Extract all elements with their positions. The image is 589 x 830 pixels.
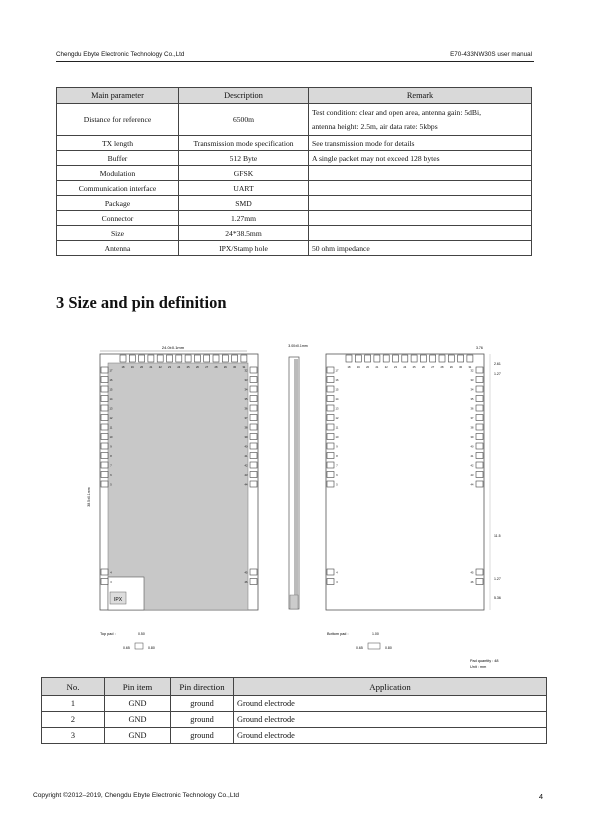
pin-number: 43	[470, 474, 474, 477]
pin-number: 32	[470, 369, 474, 373]
pad-right-39	[476, 434, 483, 440]
pad-right-44	[476, 481, 483, 487]
pad-right-33	[476, 377, 483, 383]
pad-left-10	[101, 434, 108, 440]
pad-left-14	[101, 396, 108, 402]
pad-top-21	[148, 355, 154, 362]
remark-line-1: Test condition: clear and open area, antenna gain: 5dBi,	[312, 108, 482, 117]
table-row	[57, 196, 532, 211]
pad-left-13	[101, 405, 108, 411]
pad-top-31	[467, 355, 473, 362]
pin-number: 25	[412, 366, 416, 369]
pin-number: 31	[468, 366, 472, 369]
pin-number: 19	[356, 366, 360, 369]
pad-left-10	[327, 434, 334, 440]
pad-top-20	[365, 355, 371, 362]
top-pad-height: 0.80	[148, 646, 155, 650]
pad-top-27	[204, 355, 210, 362]
col-pin-item: Pin item	[105, 678, 171, 696]
pin-number: 14	[109, 398, 113, 401]
pin-number: 34	[470, 388, 474, 392]
height-dimension: 38.5±0.1mm	[87, 487, 91, 507]
pin-number: 26	[195, 366, 199, 369]
pad-right-36	[476, 405, 483, 411]
pin-number: 14	[335, 398, 339, 401]
pad-left-11	[101, 424, 108, 430]
pin-table	[41, 677, 547, 744]
pin-number: 10	[335, 436, 339, 439]
pin-number: 39	[244, 436, 248, 439]
pin-number: 25	[186, 366, 190, 369]
bottom-view	[326, 346, 501, 610]
cell-param: Buffer	[57, 151, 179, 166]
pin-number: 28	[440, 366, 444, 369]
pin-number: 44	[244, 483, 248, 487]
cell-param: TX length	[57, 136, 179, 151]
pad-right-37	[476, 415, 483, 421]
pin-number: 24	[403, 366, 407, 369]
pad-right-35	[476, 396, 483, 402]
pad-top-23	[393, 355, 399, 362]
pad-top-26	[420, 355, 426, 362]
cell-remark: 50 ohm impedance	[309, 241, 532, 256]
table-row	[42, 696, 547, 712]
header-manual-title: E70-433NW30S user manual	[450, 51, 532, 58]
pad-right-38	[476, 424, 483, 430]
pin-number: 12	[109, 417, 113, 420]
pad-left-9	[327, 443, 334, 449]
pad-left-6	[327, 472, 334, 478]
spec-table	[56, 87, 532, 256]
pad-left-11	[327, 424, 334, 430]
dim-right-6: 5.36	[494, 596, 501, 600]
dim-right-4: 11.5	[494, 534, 501, 538]
pin-number: 23	[168, 366, 171, 369]
table-row	[57, 136, 532, 151]
pin-number: 27	[205, 366, 209, 369]
cell-param: Size	[57, 226, 179, 241]
pad-right-41	[476, 453, 483, 459]
cell-remark	[309, 181, 532, 196]
col-pin-direction: Pin direction	[171, 678, 234, 696]
pad-left-16	[327, 377, 334, 383]
cell-pin-item: GND	[105, 712, 171, 728]
pad-left-9	[101, 443, 108, 449]
cell-desc: 24*38.5mm	[179, 226, 309, 241]
cell-no: 3	[42, 728, 105, 744]
page-number: 4	[538, 792, 543, 801]
pin-number: 45	[244, 571, 248, 575]
bottom-pad-height: 0.80	[385, 646, 392, 650]
unit-label: Unit : mm	[470, 665, 487, 669]
table-row	[42, 728, 547, 744]
pin-number: 36	[470, 407, 474, 411]
pad-top-26	[194, 355, 200, 362]
pad-right-45	[250, 569, 257, 575]
pin-number: 36	[244, 407, 248, 411]
pin-number: 26	[421, 366, 425, 369]
pin-number: 35	[470, 398, 474, 401]
cell-desc: 512 Byte	[179, 151, 309, 166]
table-row	[57, 181, 532, 196]
pin-number: 42	[244, 464, 248, 468]
pin-number: 29	[449, 366, 453, 369]
cell-remark	[309, 196, 532, 211]
pin-number: 24	[177, 366, 181, 369]
pin-number: 41	[470, 455, 474, 458]
side-view	[288, 344, 308, 609]
pad-quantity: Pad quantity : 48	[470, 659, 499, 663]
cell-param: Modulation	[57, 166, 179, 181]
cell-pin-direction: ground	[171, 696, 234, 712]
pin-number: 38	[470, 426, 474, 430]
pad-left-15	[327, 386, 334, 392]
pad-legend	[100, 632, 499, 669]
pad-right-43	[476, 472, 483, 478]
pad-left-5	[327, 481, 334, 487]
pin-number: 21	[149, 366, 153, 369]
pin-number: 11	[109, 426, 113, 430]
cell-desc: GFSK	[179, 166, 309, 181]
pad-top-31	[241, 355, 247, 362]
header-company: Chengdu Ebyte Electronic Technology Co.,Ltd	[56, 51, 185, 58]
pad-right-45	[476, 569, 483, 575]
pin-number: 42	[470, 464, 474, 468]
pin-number: 16	[109, 379, 113, 382]
pin-number: 22	[158, 366, 162, 369]
cell-param: Distance for reference	[57, 104, 179, 136]
pad-left-4	[327, 569, 334, 575]
cell-remark	[309, 166, 532, 181]
pad-right-42	[476, 462, 483, 468]
cell-pin-item: GND	[105, 728, 171, 744]
pin-number: 20	[366, 366, 370, 369]
pad-left-5	[101, 481, 108, 487]
table-row	[57, 211, 532, 226]
pin-number: 31	[242, 366, 246, 369]
pad-right-46	[476, 579, 483, 585]
cell-desc: UART	[179, 181, 309, 196]
pin-number: 23	[394, 366, 397, 369]
col-application: Application	[234, 678, 547, 696]
table-row	[42, 712, 547, 728]
pin-number: 18	[121, 366, 125, 369]
pad-left-16	[101, 377, 108, 383]
table-row	[57, 166, 532, 181]
cell-param: Connector	[57, 211, 179, 226]
cell-remark	[309, 211, 532, 226]
bottom-pad-width: 1.00	[372, 632, 379, 636]
pin-number: 29	[223, 366, 227, 369]
pin-number: 33	[470, 379, 474, 382]
pad-right-39	[250, 434, 257, 440]
pad-left-3	[101, 579, 108, 585]
pad-top-27	[430, 355, 436, 362]
ipx-label: IPX	[113, 597, 123, 603]
cell-no: 2	[42, 712, 105, 728]
pin-number: 18	[347, 366, 351, 369]
pin-number: 38	[244, 426, 248, 430]
spec-table-header	[57, 88, 532, 104]
cell-remark	[309, 226, 532, 241]
pad-top-28	[439, 355, 445, 362]
dim-right-2: 2.61	[494, 362, 501, 366]
pin-number: 22	[384, 366, 388, 369]
pad-top-28	[213, 355, 219, 362]
pad-left-3	[327, 579, 334, 585]
bottom-pad-pitch: 0.65	[356, 646, 363, 650]
pin-number: 11	[335, 426, 339, 430]
pad-top-21	[374, 355, 380, 362]
thickness-dimension: 3.00±0.1mm	[288, 344, 308, 348]
pad-left-13	[327, 405, 334, 411]
pin-number: 30	[233, 366, 237, 369]
col-remark: Remark	[309, 88, 532, 104]
cell-desc: 6500m	[179, 104, 309, 136]
dim-right-5: 1.27	[494, 577, 501, 581]
pin-number: 4	[336, 571, 338, 575]
pad-right-41	[250, 453, 257, 459]
pad-top-30	[458, 355, 464, 362]
pin-table-header	[42, 678, 547, 696]
pad-top-19	[355, 355, 361, 362]
cell-desc: IPX/Stamp hole	[179, 241, 309, 256]
pad-right-36	[250, 405, 257, 411]
pin-number: 7	[110, 464, 112, 468]
pad-right-35	[250, 396, 257, 402]
cell-pin-direction: ground	[171, 712, 234, 728]
pin-number: 6	[110, 474, 112, 477]
table-row	[57, 241, 532, 256]
top-pad-width: 0.50	[138, 632, 145, 636]
pin-number: 12	[335, 417, 339, 420]
pad-left-7	[101, 462, 108, 468]
pad-top-25	[185, 355, 191, 362]
pin-number: 33	[244, 379, 248, 382]
cell-param: Communication interface	[57, 181, 179, 196]
pad-top-18	[120, 355, 126, 362]
pin-number: 41	[244, 455, 248, 458]
pin-number: 6	[336, 474, 338, 477]
pin-number: 21	[375, 366, 379, 369]
pad-left-12	[101, 415, 108, 421]
pad-top-30	[232, 355, 238, 362]
pad-top-24	[402, 355, 408, 362]
dim-right-top: 3.76	[476, 346, 483, 350]
pin-number: 40	[470, 445, 474, 449]
pad-left-8	[101, 453, 108, 459]
pin-number: 35	[244, 398, 248, 401]
pad-left-14	[327, 396, 334, 402]
top-pad-pitch: 0.65	[123, 646, 130, 650]
pad-right-44	[250, 481, 257, 487]
remark-line-2: antenna height: 2.5m, air data rate: 5kbps	[312, 122, 438, 131]
pad-right-43	[250, 472, 257, 478]
pad-left-4	[101, 569, 108, 575]
table-row	[57, 226, 532, 241]
pin-number: 43	[244, 474, 248, 477]
pad-left-17	[327, 367, 334, 373]
pad-top-22	[383, 355, 389, 362]
pin-number: 15	[109, 388, 113, 392]
pin-number: 8	[110, 455, 112, 458]
cell-application: Ground electrode	[234, 696, 547, 712]
dim-right-3: 1.27	[494, 372, 501, 376]
pad-left-8	[327, 453, 334, 459]
cell-remark: A single packet may not exceed 128 bytes	[309, 151, 532, 166]
pad-top-29	[448, 355, 454, 362]
pad-right-38	[250, 424, 257, 430]
pin-number: 39	[470, 436, 474, 439]
cell-desc: 1.27mm	[179, 211, 309, 226]
pad-left-15	[101, 386, 108, 392]
pin-number: 28	[214, 366, 218, 369]
pin-number: 16	[335, 379, 339, 382]
pin-number: 10	[109, 436, 113, 439]
pin-number: 9	[336, 445, 338, 449]
pin-number: 34	[244, 388, 248, 392]
cell-application: Ground electrode	[234, 728, 547, 744]
cell-remark	[309, 104, 532, 136]
pad-right-40	[476, 443, 483, 449]
pad-left-7	[327, 462, 334, 468]
cell-param: Antenna	[57, 241, 179, 256]
pin-number: 17	[109, 369, 113, 373]
pad-right-37	[250, 415, 257, 421]
page-header	[56, 50, 534, 62]
top-pad-label: Top pad :	[100, 632, 116, 636]
pad-top-18	[346, 355, 352, 362]
pad-left-12	[327, 415, 334, 421]
pin-number: 19	[130, 366, 134, 369]
table-row	[57, 104, 532, 136]
col-no: No.	[42, 678, 105, 696]
pad-top-23	[167, 355, 173, 362]
pad-right-34	[476, 386, 483, 392]
table-row	[57, 151, 532, 166]
pin-number: 15	[335, 388, 339, 392]
pin-number: 4	[110, 571, 112, 575]
cell-application: Ground electrode	[234, 712, 547, 728]
pin-number: 30	[459, 366, 463, 369]
pin-number: 13	[109, 407, 113, 411]
pin-number: 46	[470, 581, 474, 584]
pad-right-40	[250, 443, 257, 449]
pad-top-24	[176, 355, 182, 362]
pad-top-22	[157, 355, 163, 362]
pad-right-34	[250, 386, 257, 392]
pad-top-20	[139, 355, 145, 362]
pad-top-25	[411, 355, 417, 362]
pin-number: 44	[470, 483, 474, 487]
pin-number: 7	[336, 464, 338, 468]
pad-right-33	[250, 377, 257, 383]
pin-number: 5	[110, 483, 112, 487]
pad-right-42	[250, 462, 257, 468]
footer-copyright: Copyright ©2012–2019, Chengdu Ebyte Electronic Technology Co.,Ltd	[33, 792, 239, 799]
cell-remark: See transmission mode for details	[309, 136, 532, 151]
pad-right-46	[250, 579, 257, 585]
col-main-parameter: Main parameter	[57, 88, 179, 104]
cell-desc: Transmission mode specification	[179, 136, 309, 151]
pin-number: 32	[244, 369, 248, 373]
pin-number: 40	[244, 445, 248, 449]
pin-number: 27	[431, 366, 435, 369]
col-description: Description	[179, 88, 309, 104]
pin-number: 5	[336, 483, 338, 487]
pin-number: 13	[335, 407, 339, 411]
pad-right-32	[476, 367, 483, 373]
cell-param: Package	[57, 196, 179, 211]
pin-number: 37	[244, 417, 248, 420]
section-title: 3 Size and pin definition	[56, 293, 227, 312]
pin-number: 37	[470, 417, 474, 420]
pin-number: 3	[110, 581, 112, 584]
pad-top-19	[129, 355, 135, 362]
top-view	[87, 345, 258, 610]
pin-number: 9	[110, 445, 112, 449]
cell-no: 1	[42, 696, 105, 712]
pad-right-32	[250, 367, 257, 373]
pad-top-29	[222, 355, 228, 362]
pad-left-17	[101, 367, 108, 373]
pin-number: 45	[470, 571, 474, 575]
pin-number: 20	[140, 366, 144, 369]
width-dimension: 24.0±0.1mm	[161, 345, 185, 350]
pad-left-6	[101, 472, 108, 478]
cell-desc: SMD	[179, 196, 309, 211]
pin-number: 3	[336, 581, 338, 584]
cell-pin-item: GND	[105, 696, 171, 712]
bottom-pad-label: Bottom pad :	[327, 632, 349, 636]
module-dimension-drawing	[87, 337, 530, 672]
pin-number: 17	[335, 369, 339, 373]
pin-number: 8	[336, 455, 338, 458]
cell-pin-direction: ground	[171, 728, 234, 744]
pin-number: 46	[244, 581, 248, 584]
